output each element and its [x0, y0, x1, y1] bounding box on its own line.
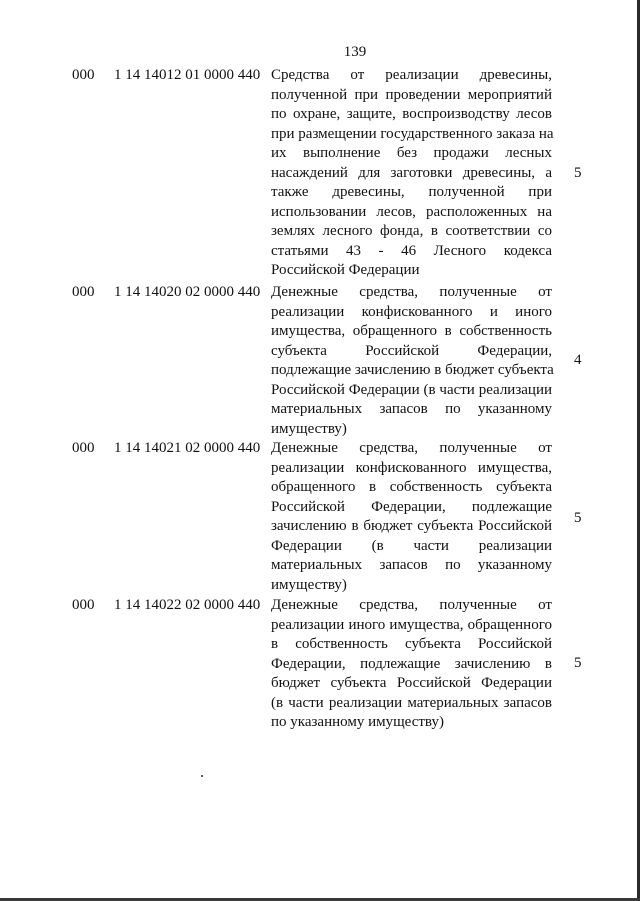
description-line: Российской Федерации [271, 262, 420, 278]
row-description [271, 283, 552, 439]
description-line: подлежащие зачислению в бюджет субъекта [271, 362, 554, 378]
description-line: статьями 43 - 46 Лесного кодекса [271, 242, 552, 259]
description-line: использовании лесов, расположенных на [271, 203, 552, 220]
row-quantity: 5 [574, 165, 582, 181]
description-line: Денежные средства, полученные от [271, 597, 552, 613]
description-line: бюджет субъекта Российской Федерации [271, 675, 552, 691]
description-line: по указанному имуществу) [271, 714, 444, 730]
description-line: имущества, обращенного в собственность [271, 323, 552, 339]
description-line: материальных запасов по указанному [271, 557, 552, 573]
description-line: Российской Федерации, подлежащие [271, 498, 552, 515]
description-line: Средства от реализации древесины, [271, 67, 552, 83]
description-line: их выполнение без продажи лесных [271, 145, 552, 161]
budget-classification-code: 1 14 14022 02 0000 440 [114, 597, 261, 613]
admin-code: 000 [72, 440, 95, 456]
row-quantity: 4 [574, 352, 582, 368]
scan-speck [201, 775, 203, 777]
description-line: землях лесного фонда, в соответствии со [271, 223, 552, 239]
description-line: (в части реализации материальных запасов [271, 694, 552, 711]
description-line: реализации конфискованного и иного [271, 303, 552, 320]
description-line: имуществу) [271, 420, 347, 437]
description-line: в собственность субъекта Российской [271, 636, 552, 652]
description-line: также древесины, полученной при [271, 184, 552, 200]
admin-code: 000 [72, 284, 95, 300]
description-line: насаждений для заготовки древесины, а [271, 164, 552, 181]
description-line: обращенного в собственность субъекта [271, 479, 552, 495]
description-line: при размещении государственного заказа на [271, 125, 554, 142]
budget-classification-code: 1 14 14021 02 0000 440 [114, 440, 261, 456]
description-line: зачислению в бюджет субъекта Российской [271, 518, 552, 534]
description-line: Денежные средства, полученные от [271, 284, 552, 300]
row-description [271, 596, 552, 733]
description-line: полученной при проведении мероприятий [271, 86, 552, 103]
row-description [271, 439, 552, 595]
budget-classification-code: 1 14 14012 01 0000 440 [114, 67, 261, 83]
admin-code: 000 [72, 597, 95, 613]
description-line: Федерации, подлежащие зачислению в [271, 655, 552, 672]
description-line: Федерации (в части реализации [271, 537, 552, 554]
description-line: Денежные средства, полученные от [271, 440, 552, 456]
description-line: по охране, защите, воспроизводству лесов [271, 106, 552, 122]
description-line: имуществу) [271, 576, 347, 593]
row-description [271, 66, 552, 281]
description-line: реализации конфискованного имущества, [271, 459, 552, 476]
row-quantity: 5 [574, 510, 582, 526]
page-number: 139 [343, 44, 367, 60]
description-line: материальных запасов по указанному [271, 401, 552, 417]
description-line: субъекта Российской Федерации, [271, 342, 552, 359]
row-quantity: 5 [574, 655, 582, 671]
admin-code: 000 [72, 67, 95, 83]
description-line: реализации иного имущества, обращенного [271, 616, 552, 633]
budget-classification-code: 1 14 14020 02 0000 440 [114, 284, 261, 300]
description-line: Российской Федерации (в части реализации [271, 381, 552, 398]
